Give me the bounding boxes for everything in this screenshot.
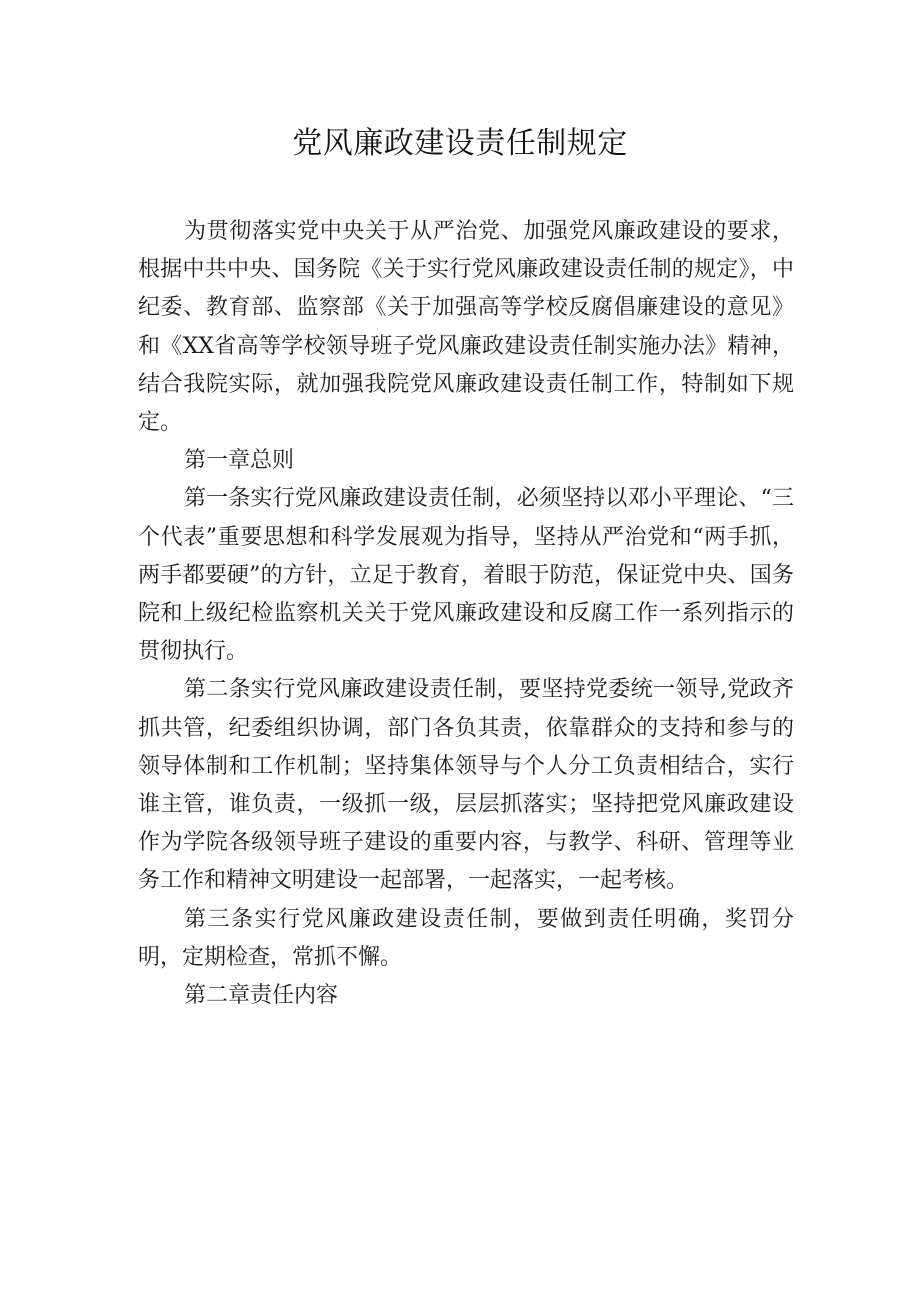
intro-paragraph: 为贯彻落实党中央关于从严治党、加强党风廉政建设的要求，根据中共中央、国务院《关于实行党风廉政建设责任制的规定》，中纪委、教育部、监察部《关于加强高等学校反腐倡廉建设的意见》和《XX省高等学校领导班子党风廉政建设责任制实施办法》精神，结合我院实际，就加强我院党风廉政建设责任制工作，特制如下规定。 — [138, 219, 794, 436]
article-paragraph: 第二条实行党风廉政建设责任制，要坚持党委统一领导,党政齐抓共管，纪委组织协调，部门各负其责，依靠群众的支持和参与的领导体制和工作机制；坚持集体领导与个人分工负责相结合，实行谁主管，谁负责，一级抓一级，层层抓落实；坚持把党风廉政建设作为学院各级领导班子建设的重要内容，与教学、科研、管理等业务工作和精神文明建设一起部署，一起落实，一起考核。 — [138, 677, 794, 894]
chapter-heading: 第二章责任内容 — [184, 983, 339, 1009]
article-paragraph: 第一条实行党风廉政建设责任制，必须坚持以邓小平理论、“三个代表”重要思想和科学发展观为指导，坚持从严治党和“两手抓，两手都要硬”的方针，立足于教育，着眼于防范，保证党中央、国务院和上级纪检监察机关关于党风廉政建设和反腐工作一系列指示的贯彻执行。 — [138, 486, 794, 665]
document-body — [138, 213, 794, 1015]
chapter-heading: 第一章总则 — [184, 448, 295, 474]
article-paragraph: 第三条实行党风廉政建设责任制，要做到责任明确，奖罚分明，定期检查，常抓不懈。 — [138, 906, 794, 970]
document-title: 党风廉政建设责任制规定 — [292, 126, 628, 161]
